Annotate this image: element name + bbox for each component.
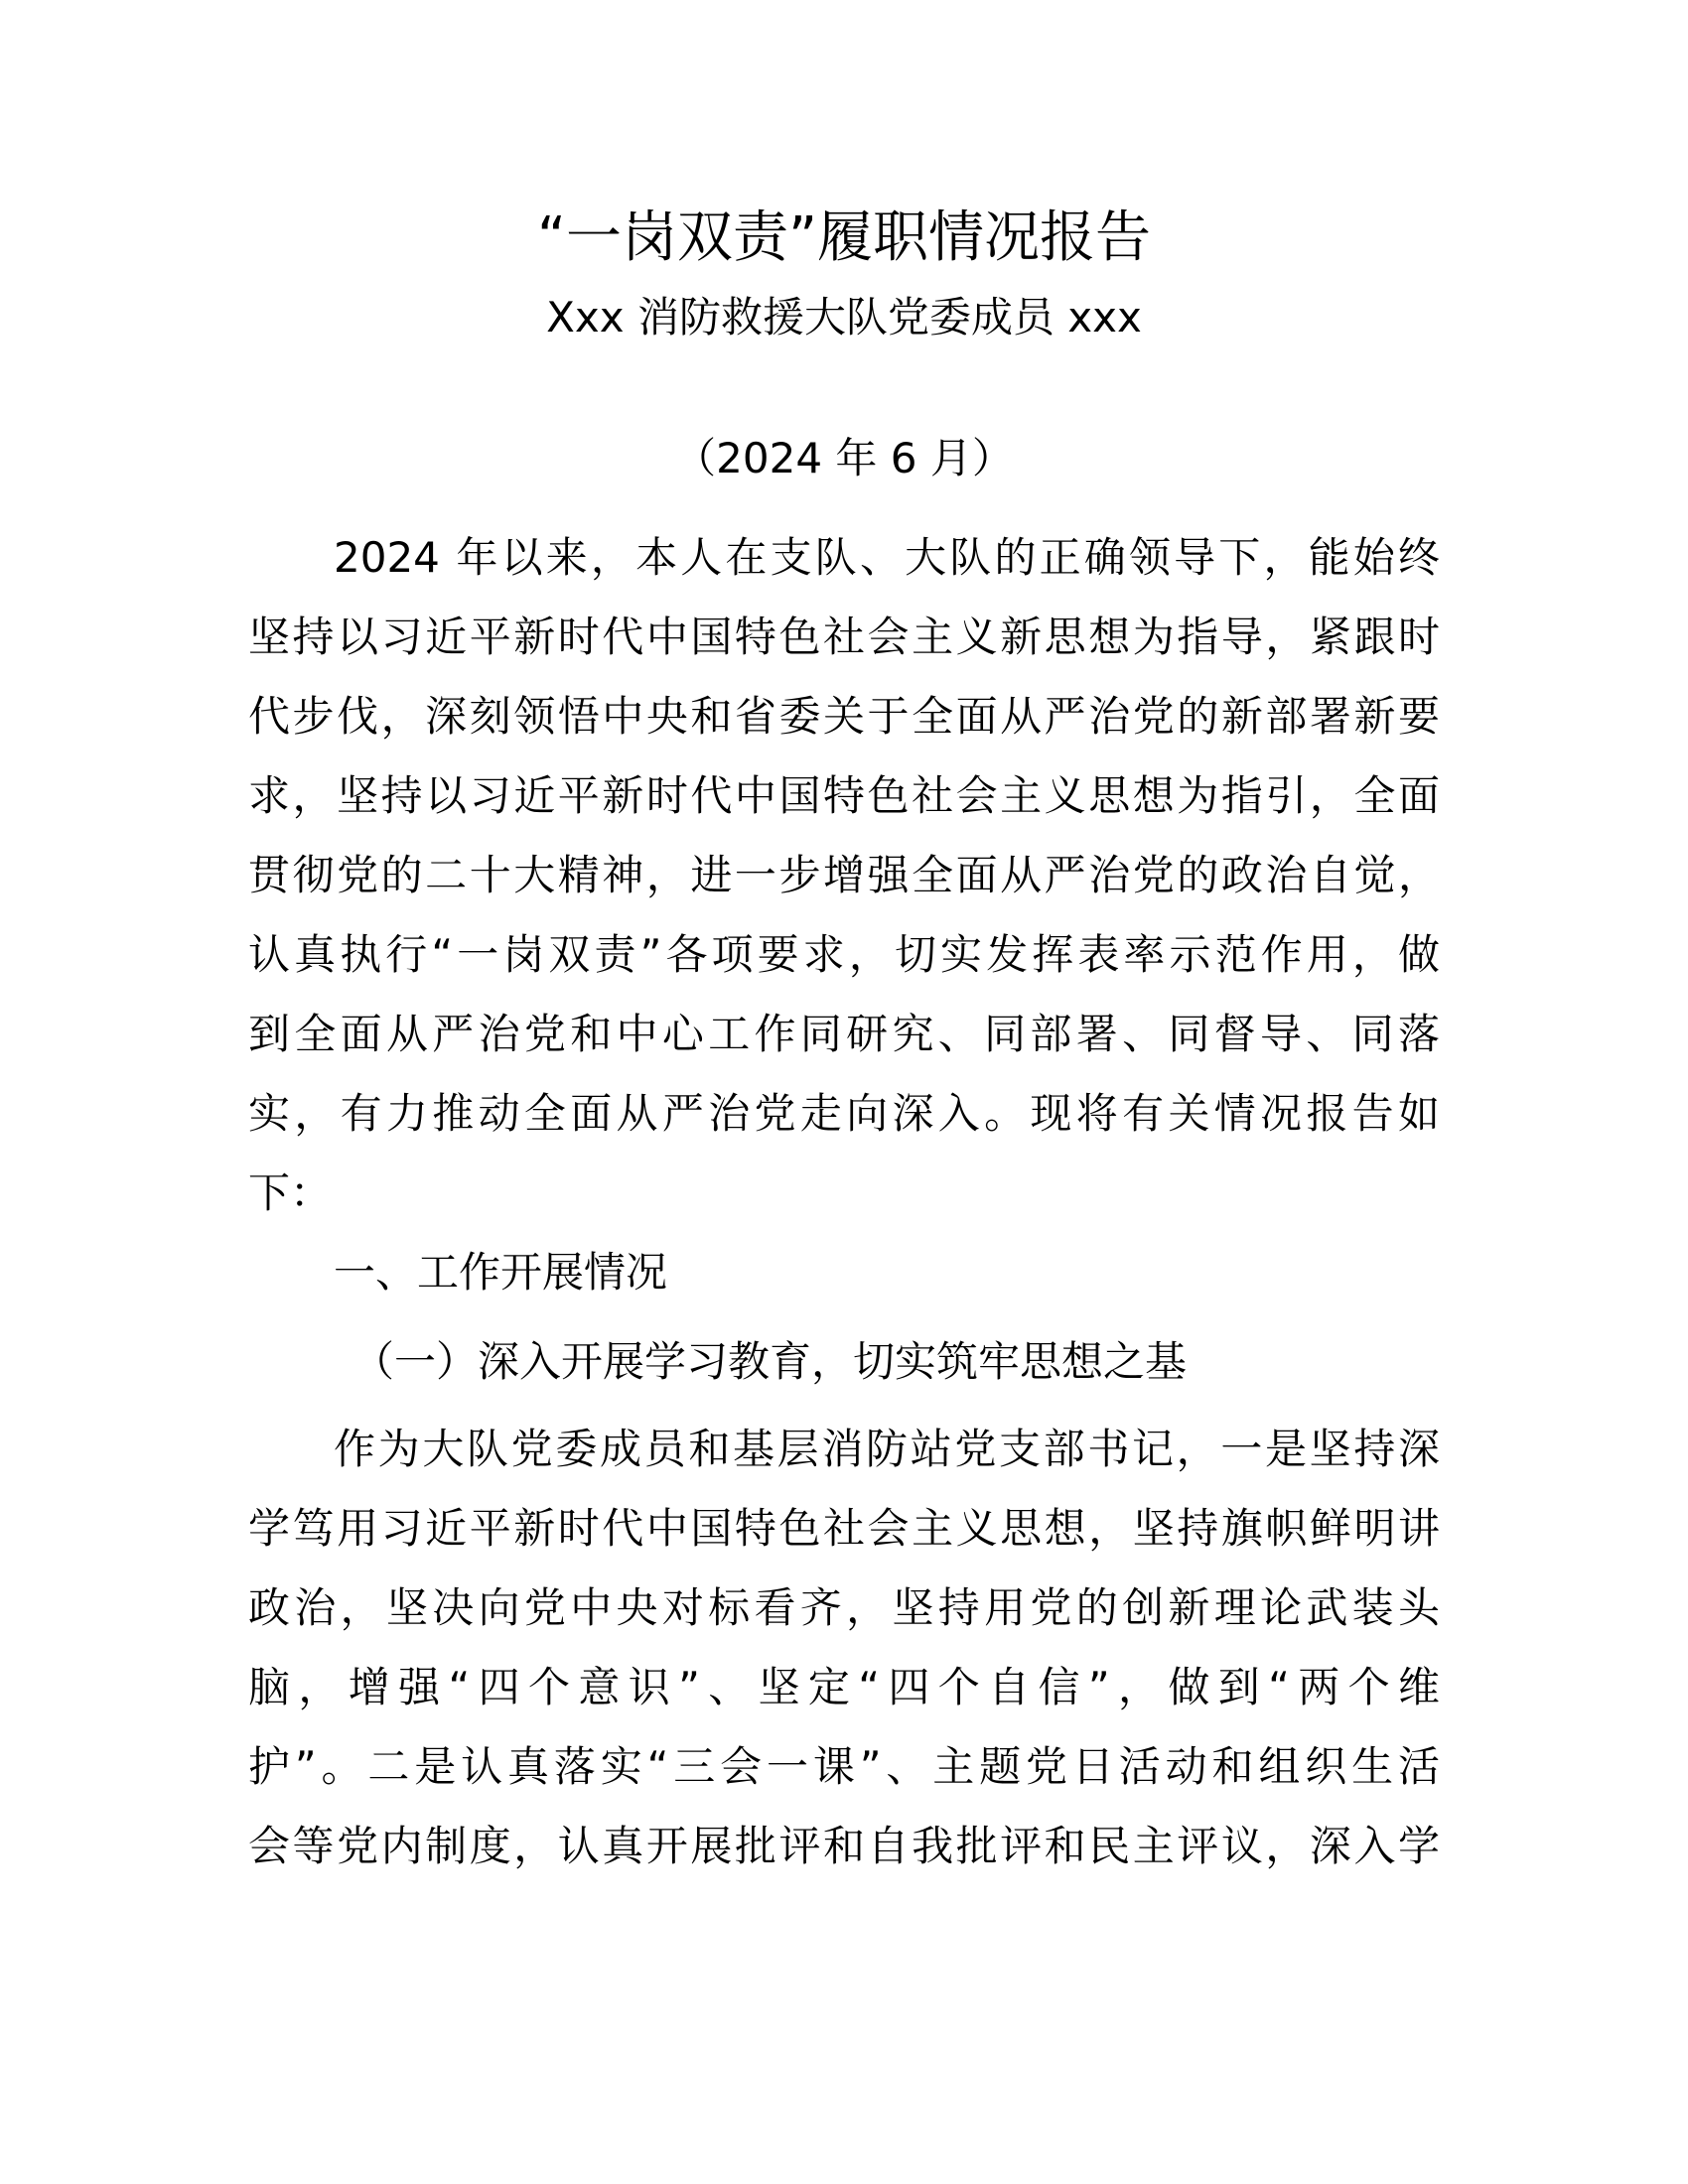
body-line: 政治，坚决向党中央对标看齐，坚持用党的创新理论武装头	[248, 1583, 1440, 1632]
body-line: 脑，增强“四个意识”、坚定“四个自信”，做到“两个维	[248, 1663, 1440, 1711]
document-title: “一岗双责”履职情况报告	[536, 205, 1152, 270]
body-line: 作为大队党委成员和基层消防站党支部书记，一是坚持深	[334, 1425, 1440, 1473]
body-line: 护”。二是认真落实“三会一课”、主题党日活动和组织生活	[248, 1742, 1440, 1791]
body-line: 学笃用习近平新时代中国特色社会主义思想，坚持旗帜鲜明讲	[248, 1504, 1440, 1553]
intro-line: 到全面从严治党和中心工作同研究、同部署、同督导、同落	[248, 1010, 1440, 1058]
document-date: （2024 年 6 月）	[674, 434, 1014, 482]
intro-line: 2024 年以来，本人在支队、大队的正确领导下，能始终	[334, 533, 1440, 582]
subsection-heading: （一）深入开展学习教育，切实筑牢思想之基	[352, 1337, 1188, 1386]
intro-line: 实，有力推动全面从严治党走向深入。现将有关情况报告如	[248, 1089, 1440, 1138]
body-line: 会等党内制度，认真开展批评和自我批评和民主评议，深入学	[248, 1822, 1440, 1870]
section-heading: 一、工作开展情况	[334, 1248, 668, 1297]
document-author: Xxx 消防救援大队党委成员 xxx	[546, 293, 1142, 341]
intro-line: 认真执行“一岗双责”各项要求，切实发挥表率示范作用，做	[248, 930, 1440, 979]
intro-line: 下：	[248, 1168, 333, 1217]
intro-line: 求，坚持以习近平新时代中国特色社会主义思想为指引，全面	[248, 771, 1440, 820]
intro-line: 代步伐，深刻领悟中央和省委关于全面从严治党的新部署新要	[248, 692, 1440, 741]
intro-line: 坚持以习近平新时代中国特色社会主义新思想为指导，紧跟时	[248, 613, 1440, 661]
intro-line: 贯彻党的二十大精神，进一步增强全面从严治党的政治自觉，	[248, 851, 1440, 899]
